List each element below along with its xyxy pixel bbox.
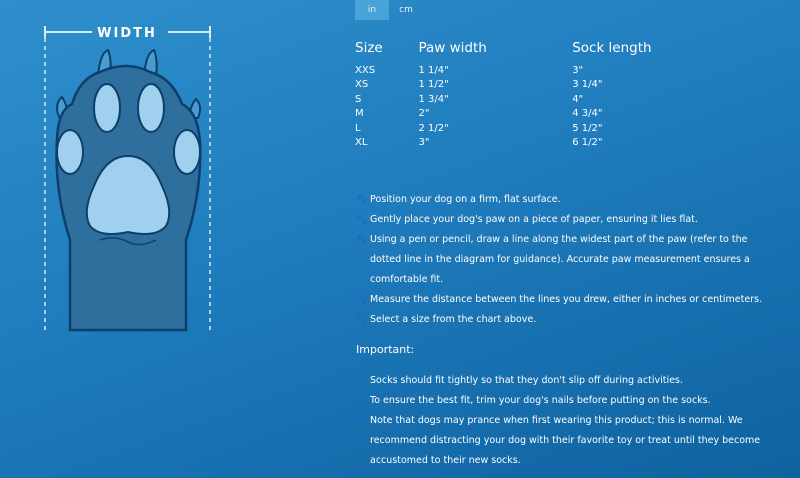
size-cell: XL	[355, 137, 368, 149]
measuring-instructions	[356, 190, 776, 330]
unit-centimeters-button[interactable]: cm	[399, 5, 413, 15]
table-row	[355, 92, 655, 107]
header-sock-length: Sock length	[572, 40, 652, 56]
paw-icon: 🐾	[356, 235, 368, 245]
size-chart-table	[355, 38, 655, 150]
sock-length-cell: 6 1/2"	[572, 137, 603, 149]
unit-toggle	[355, 0, 423, 20]
size-cell: XS	[355, 79, 369, 91]
sock-length-cell: 4 3/4"	[572, 108, 603, 120]
table-row	[355, 78, 655, 93]
sock-length-cell: 4"	[572, 93, 584, 105]
size-cell: S	[355, 93, 362, 105]
note-text: Note that dogs may prance when first wearing this product; this is normal. We recommend distracting your dog with their favorite toy or treat until they become accustomed to their new socks.	[370, 415, 761, 466]
table-row	[355, 107, 655, 122]
instruction-text: Measure the distance between the lines you drew, either in inches or centimeters.	[370, 294, 763, 305]
sock-length-cell: 3"	[572, 64, 584, 76]
instruction-text: Gently place your dog's paw on a piece of paper, ensuring it lies flat.	[370, 214, 698, 225]
width-label: WIDTH	[97, 26, 157, 41]
list-item	[356, 411, 776, 471]
unit-inches-button[interactable]: in	[355, 0, 389, 20]
table-row	[355, 136, 655, 151]
paw-width-cell: 2"	[418, 108, 430, 120]
size-cell: M	[355, 108, 364, 120]
list-item	[356, 210, 776, 230]
paw-icon: 🐾	[356, 195, 368, 205]
instruction-text: Position your dog on a firm, flat surface.	[370, 194, 561, 205]
paw-width-cell: 2 1/2"	[418, 122, 449, 134]
note-text: Socks should fit tightly so that they don't slip off during activities.	[370, 375, 683, 386]
paw-icon: 🐾	[356, 295, 368, 305]
size-cell: L	[355, 122, 361, 134]
paw-icon: 🐾	[356, 315, 368, 325]
instruction-text: Select a size from the chart above.	[370, 314, 537, 325]
header-size: Size	[355, 40, 383, 56]
note-text: To ensure the best fit, trim your dog's nails before putting on the socks.	[370, 395, 711, 406]
header-paw-width: Paw width	[418, 40, 487, 56]
paw-width-cell: 3"	[418, 137, 430, 149]
paw-icon: 🐾	[356, 215, 368, 225]
list-item	[356, 371, 776, 391]
size-cell: XXS	[355, 64, 376, 76]
paw-icon: 🐾	[356, 416, 368, 426]
paw-icon: 🐾	[356, 376, 368, 386]
paw-width-cell: 1 1/4"	[418, 64, 449, 76]
important-heading: Important:	[356, 343, 415, 356]
sock-length-cell: 5 1/2"	[572, 122, 603, 134]
list-item	[356, 190, 776, 210]
paw-width-cell: 1 1/2"	[418, 79, 449, 91]
important-notes	[356, 371, 776, 471]
list-item	[356, 310, 776, 330]
table-row	[355, 63, 655, 78]
instruction-text: Using a pen or pencil, draw a line along the widest part of the paw (refer to the dotted line in the diagram for guidance). Accurate paw measurement ensures a comfortable fit.	[370, 234, 750, 285]
paw-width-cell: 1 3/4"	[418, 93, 449, 105]
list-item	[356, 290, 776, 310]
list-item	[356, 391, 776, 411]
table-header-row	[355, 38, 655, 58]
paw-measurement-diagram	[40, 20, 220, 340]
table-row	[355, 121, 655, 136]
sock-length-cell: 3 1/4"	[572, 79, 603, 91]
paw-icon: 🐾	[356, 396, 368, 406]
list-item	[356, 230, 776, 290]
